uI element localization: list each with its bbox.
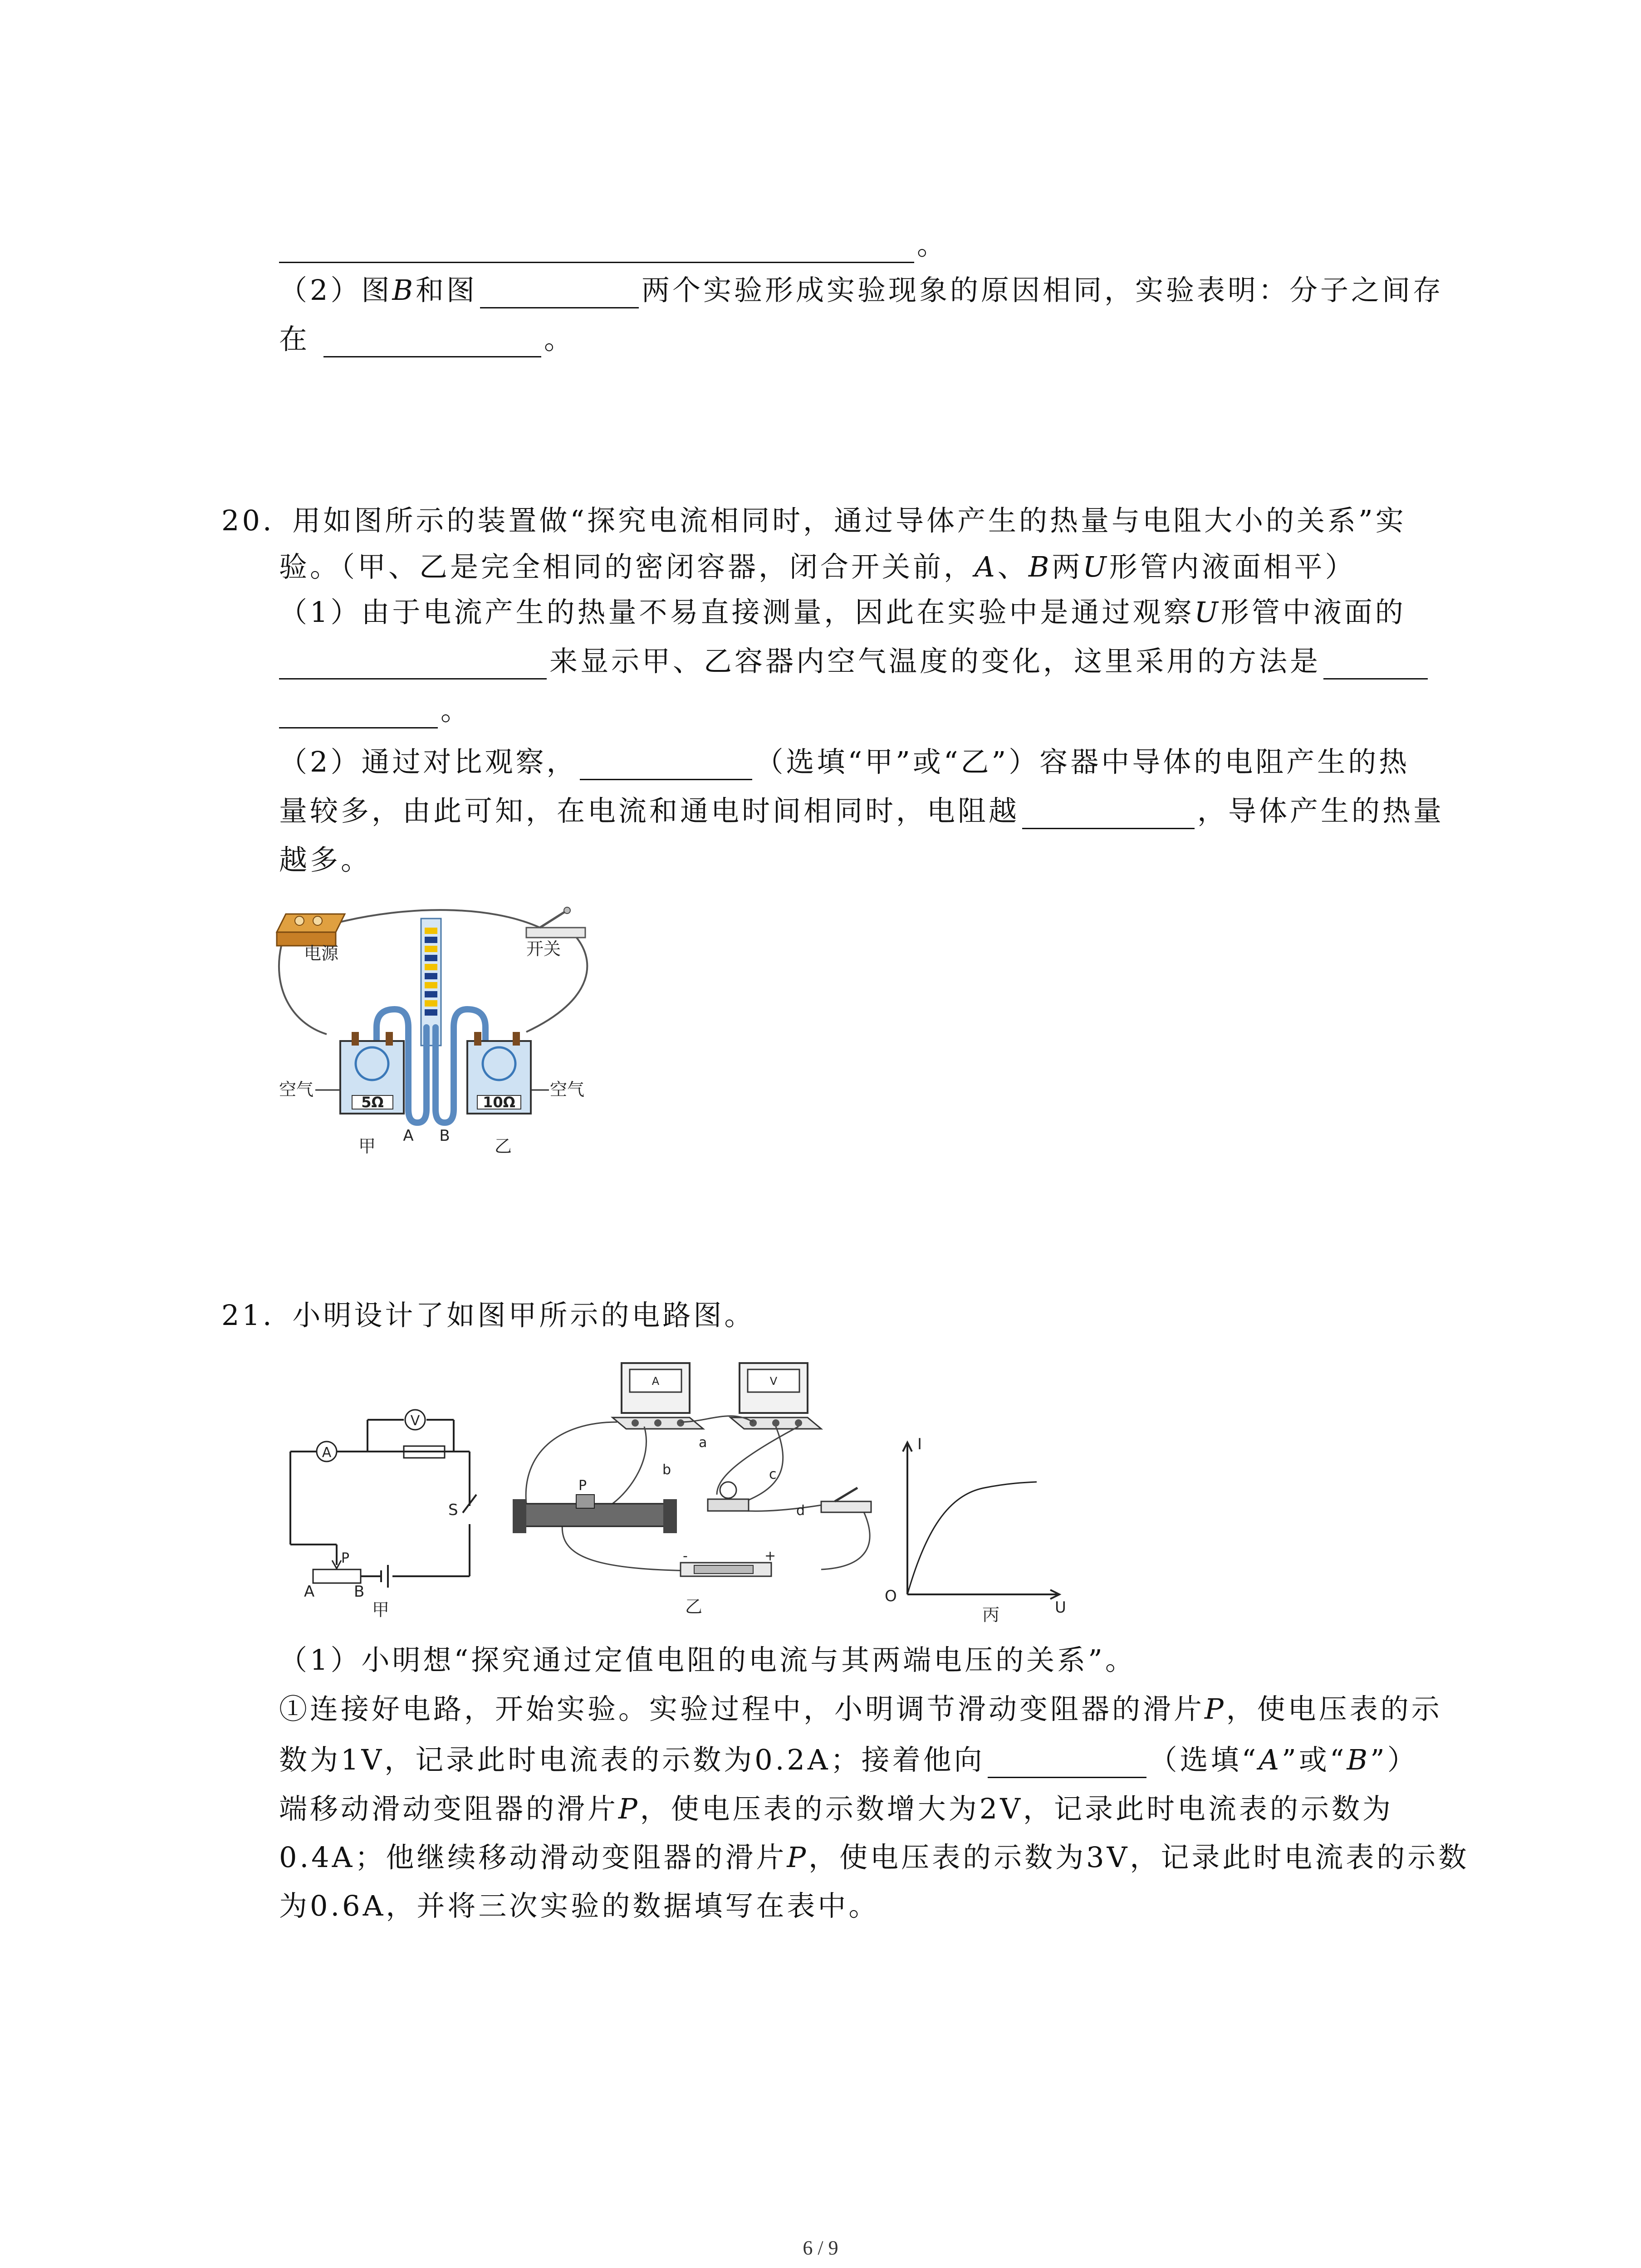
answer-blank[interactable] bbox=[480, 277, 639, 308]
slider-device-label: P bbox=[578, 1478, 587, 1494]
battery-plus: + bbox=[764, 1548, 776, 1564]
wire-label-a: a bbox=[699, 1435, 707, 1451]
wire-label-c: c bbox=[769, 1466, 777, 1482]
container-label-yi: 乙 bbox=[495, 1136, 512, 1154]
voltmeter-device-icon bbox=[730, 1363, 821, 1429]
q20-part2-line3: 越多。 bbox=[279, 843, 372, 876]
q20-line2: 验。（甲、乙是完全相同的密闭容器，闭合开关前，A、B两U形管内液面相平） bbox=[279, 550, 1356, 583]
q20-part1-line1: （1）由于电流产生的热量不易直接测量，因此在实验中是通过观察U形管中液面的 bbox=[279, 596, 1406, 629]
rheostat-end-a: A bbox=[304, 1583, 315, 1601]
page-number: 6 / 9 bbox=[803, 2237, 838, 2259]
figure-caption-yi: 乙 bbox=[685, 1597, 703, 1617]
q21-step1-line1: ①连接好电路，开始实验。实验过程中，小明调节滑动变阻器的滑片P，使电压表的示 bbox=[279, 1692, 1442, 1725]
q19-line0: 。 bbox=[279, 227, 948, 263]
ammeter-device-icon bbox=[612, 1363, 703, 1429]
voltmeter-symbol: V bbox=[410, 1413, 420, 1429]
switch-label: 开关 bbox=[526, 939, 561, 959]
container-label-jia: 甲 bbox=[358, 1136, 376, 1154]
joule-heating-apparatus-figure bbox=[272, 896, 617, 1154]
rheostat-end-b: B bbox=[354, 1583, 365, 1601]
answer-blank[interactable] bbox=[1323, 648, 1428, 679]
iu-curve bbox=[907, 1482, 1037, 1594]
q21-step1-line3: 端移动滑动变阻器的滑片P，使电压表的示数增大为2V，记录此时电流表的示数为 bbox=[279, 1792, 1393, 1825]
switch-icon bbox=[526, 907, 585, 938]
wire-label-b: b bbox=[662, 1462, 671, 1478]
power-supply-icon bbox=[277, 914, 345, 946]
switch-symbol-label: S bbox=[448, 1501, 458, 1519]
voltmeter-device-label: V bbox=[769, 1375, 778, 1388]
question-number: 20. bbox=[221, 504, 274, 537]
tube-label-b: B bbox=[439, 1127, 450, 1145]
axis-label-u: U bbox=[1055, 1598, 1066, 1617]
q21-step1-line2: 数为1V，记录此时电流表的示数为0.2A；接着他向 （选填“A”或“B”） bbox=[279, 1742, 1418, 1778]
q20-line1: 20. 用如图所示的装置做“探究电流相同时，通过导体产生的热量与电阻大小的关系”实 bbox=[221, 504, 1406, 537]
q20-part2-line2: 量较多，由此可知，在电流和通电时间相同时，电阻越 ，导体产生的热量 bbox=[279, 793, 1444, 829]
answer-blank[interactable] bbox=[988, 1747, 1146, 1778]
battery-minus: - bbox=[683, 1548, 688, 1564]
air-label-left: 空气 bbox=[279, 1080, 314, 1100]
q21-line1: 21. 小明设计了如图甲所示的电路图。 bbox=[221, 1299, 755, 1332]
physical-circuit-yi bbox=[504, 1354, 880, 1622]
ammeter-device-label: A bbox=[652, 1375, 660, 1388]
q20-part2-line1: （2）通过对比观察， （选填“甲”或“乙”）容器中导体的电阻产生的热 bbox=[279, 744, 1410, 780]
q21-part1: （1）小明想“探究通过定值电阻的电流与其两端电压的关系”。 bbox=[279, 1643, 1136, 1677]
q19-line1: （2）图B和图 两个实验形成实验现象的原因相同，实验表明：分子之间存 bbox=[279, 272, 1444, 308]
wire-label-d: d bbox=[796, 1503, 805, 1519]
axis-label-i: I bbox=[917, 1435, 922, 1453]
knife-switch-icon bbox=[821, 1488, 871, 1512]
rheostat-device-icon bbox=[513, 1495, 677, 1533]
slider-label: P bbox=[341, 1550, 350, 1566]
q20-part1-line2: 来显示甲、乙容器内空气温度的变化，这里采用的方法是 bbox=[279, 643, 1430, 679]
q21-step1-line5: 为0.6A，并将三次实验的数据填写在表中。 bbox=[279, 1889, 880, 1922]
circuit-diagram-jia bbox=[281, 1406, 490, 1619]
iu-graph-bing bbox=[876, 1431, 1066, 1626]
question-number: 21. bbox=[221, 1299, 274, 1332]
answer-blank[interactable] bbox=[323, 326, 541, 357]
origin-label: O bbox=[885, 1587, 897, 1605]
power-label: 电源 bbox=[304, 943, 339, 963]
q20-part1-line3: 。 bbox=[279, 692, 471, 728]
resistor-label-10: 10Ω bbox=[483, 1094, 515, 1111]
q19-line2: 在 。 bbox=[279, 321, 575, 357]
figure-caption-jia: 甲 bbox=[372, 1600, 390, 1619]
figure-caption-bing: 丙 bbox=[982, 1605, 1000, 1625]
answer-blank[interactable] bbox=[279, 697, 438, 728]
q21-step1-line4: 0.4A；他继续移动滑动变阻器的滑片P，使电压表的示数为3V，记录此时电流表的示数 bbox=[279, 1841, 1470, 1874]
answer-blank[interactable] bbox=[1022, 798, 1195, 829]
answer-blank[interactable] bbox=[279, 232, 914, 263]
resistor-label-5: 5Ω bbox=[361, 1094, 384, 1111]
ammeter-symbol: A bbox=[322, 1445, 332, 1461]
bulb-icon bbox=[708, 1482, 749, 1511]
tube-label-a: A bbox=[403, 1127, 414, 1145]
answer-blank[interactable] bbox=[580, 749, 752, 780]
battery-icon bbox=[681, 1563, 771, 1576]
air-label-right: 空气 bbox=[550, 1080, 585, 1100]
answer-blank[interactable] bbox=[279, 648, 547, 679]
